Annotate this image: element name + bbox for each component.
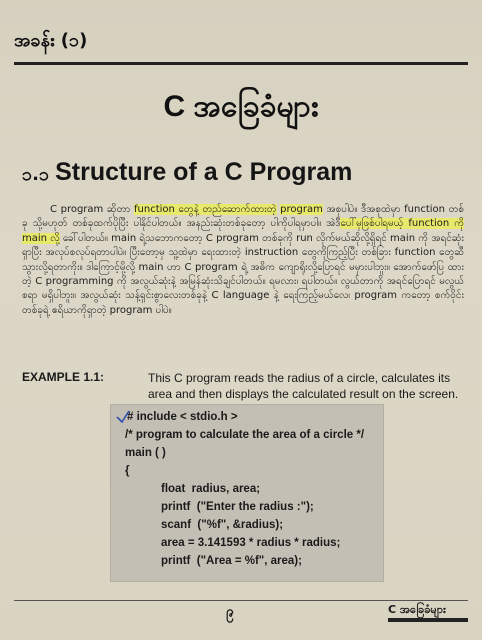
code-line-main: main ( ) [125,447,166,459]
section-number: ၁.၁ [22,164,50,185]
code-line-declaration: float radius, area; [161,483,261,495]
example-description: This C program reads the radius of a circle, calculates its area and then displays the calculated result on the screen. [148,371,459,401]
chapter-title: C အခြေခံများ [163,90,319,123]
code-line-comment: /* program to calculate the area of a circle */ [125,429,365,441]
footer-bar [388,618,468,622]
highlighted-text-1: function တွေနဲ့ တည်ဆောက်ထားတဲ့ [134,204,277,215]
chapter-label: အခန်း (၁) [14,30,88,51]
footer-title: C အခြေခံများ [388,603,446,616]
chapter-rule [14,62,468,65]
section-heading [22,158,352,189]
code-line-include: # include < stdio.h > [127,411,238,423]
highlighted-text-3: ပေါ်မှဖြစ်ပါရမယ့် function ကို main လို့ [22,218,464,244]
page-number: ၉ [226,604,234,620]
code-line-printf-prompt: printf ("Enter the radius :"); [161,501,314,513]
code-line-area-calc: area = 3.141593 * radius * radius; [161,537,341,549]
body-paragraph [22,203,464,318]
pen-mark-icon [114,408,132,426]
highlighted-text-2: program [280,204,323,215]
paragraph-text-2: အစုပါပဲ။ ဒီအစုထဲမှာ function တစ်ခု သို့မဟုတ် တစ်ခုထက်ပိုပြီး ပါနိုင်ပါတယ်။ အနည်းဆုံးတစ်ခုတော့ ပါကိုပါရမှာပါ။ အဲဒီ [22,204,464,230]
paragraph-text-3: ခေါ်ပါတယ်။ main ရဲ့သဘောကတော့ C program တစ်ခုကို run လိုက်မယ်ဆိုလို့ရှိရင် main ကို အရင်ဆုံးရှာပြီး အလုပ်စလုပ်ရတာပါပဲ။ ပြီးတော့မှ သူ့ထဲမှာ ရေးထားတဲ့ instruction တွေကိုကြည့်ပြီး တစ်ခြား function တွေဆီ သွားလို့ရတာကိုး။ ဒါကြောင့်မို့လို့ main ဟာ C program ရဲ့ အဓိက ကျောရိုးလို့ပြောရင် မမှားပါဘူး။ အောက်ဖော်ပြ ထားတဲ့ C programming ကို အလွယ်ဆုံးနဲ့ အမြန်ဆုံးသိချင်ပါတယ်။ ရမလား၊ ရပါတယ်။ လွယ်တာကို အရင်ပြောရင် မလွယ်စရာ မရှိပါဘူး။ အလွယ်ဆုံး သန့်ရှင်းစွာလေးတစ်ခုနဲ့ C language နဲ့ ရေးကြည့်မယ်လေ၊ program ကတော့ စက်ဝိုင်းတစ်ခုရဲ့ ဧရိယာကိုရှာတဲ့ program ပါပဲ။ [22,232,464,316]
section-title: Structure of a C Program [55,158,353,186]
paragraph-text-1: C program ဆိုတာ [50,204,135,215]
code-block [110,404,384,582]
code-line-scanf: scanf ("%f", &radius); [161,519,284,531]
code-line-open-brace: { [125,465,130,477]
code-line-printf-result: printf ("Area = %f", area); [161,555,302,567]
example-label: EXAMPLE 1.1: [22,370,105,384]
footer-rule [14,600,468,601]
